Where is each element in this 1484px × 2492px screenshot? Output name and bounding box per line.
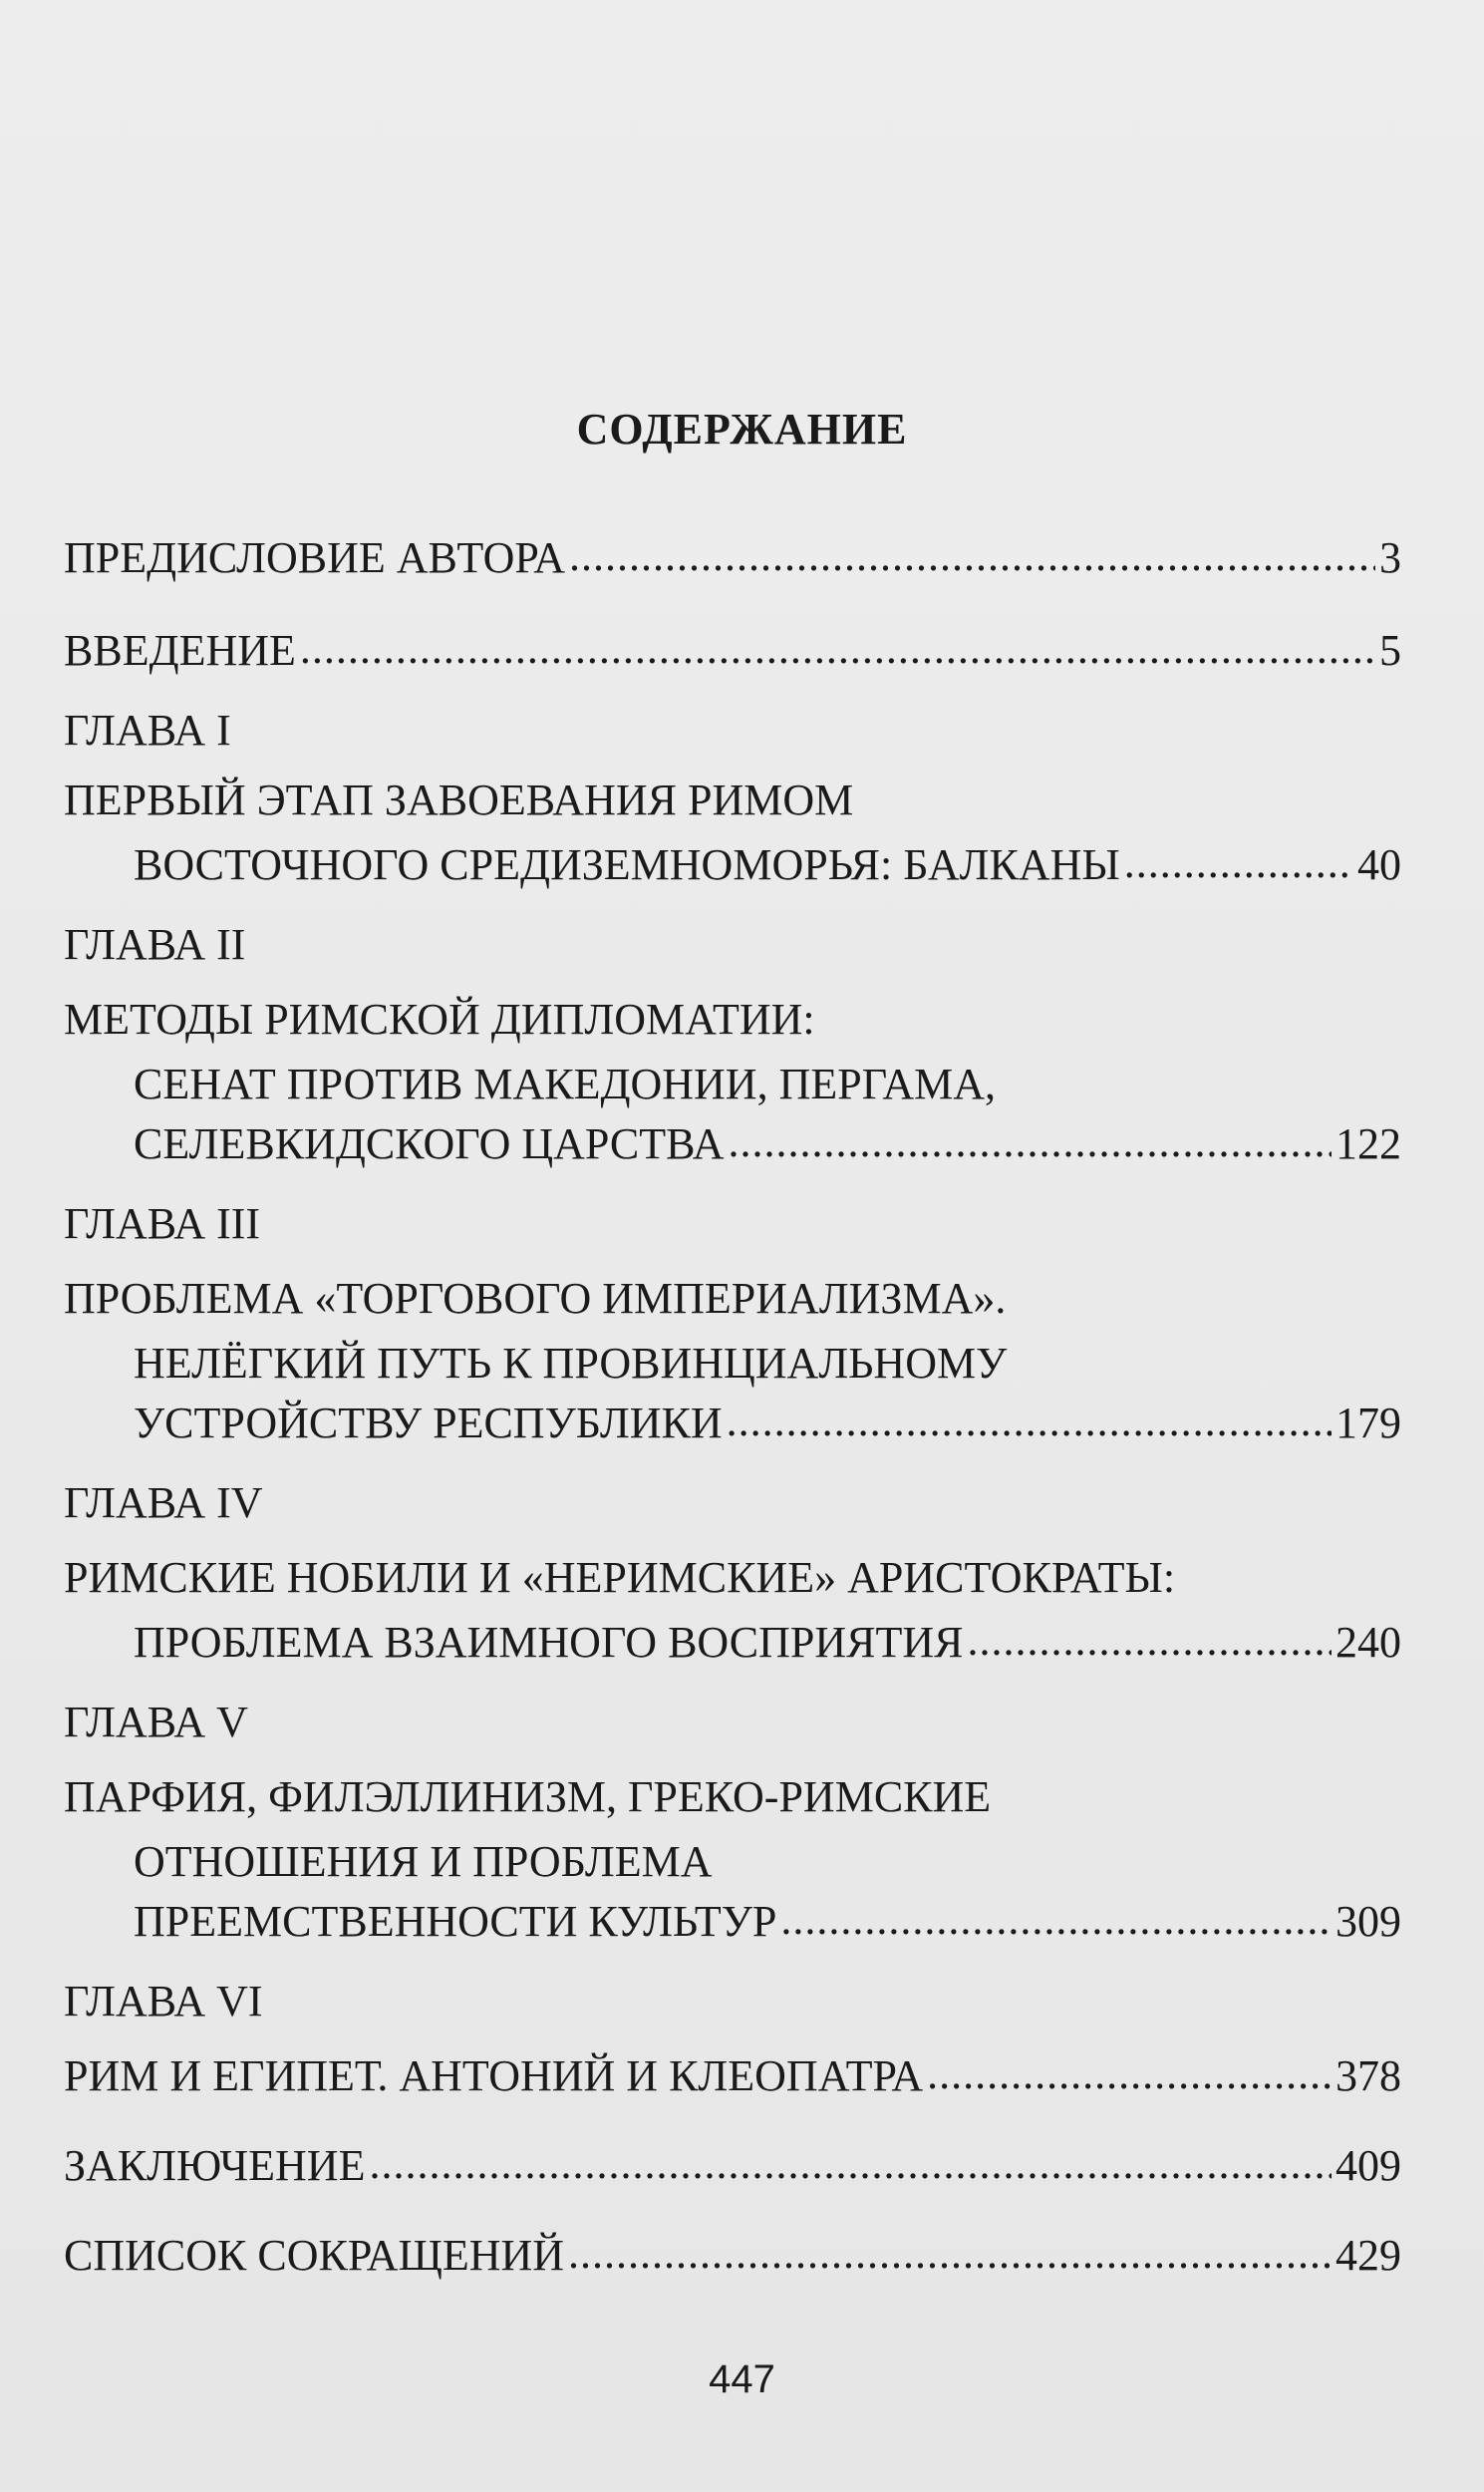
dot-leader <box>569 528 1375 584</box>
toc-entry-text: УСТРОЙСТВУ РЕСПУБЛИКИ <box>134 1399 723 1447</box>
toc-page-number: 5 <box>1379 626 1401 675</box>
toc-entry-text: СЕНАТ ПРОТИВ МАКЕДОНИИ, ПЕРГАМА, <box>134 1060 997 1108</box>
dot-leader <box>568 2226 1332 2282</box>
toc-entry <box>64 1894 1401 1950</box>
toc-entry-text: СЕЛЕВКИДСКОГО ЦАРСТВА <box>134 1119 725 1168</box>
toc-entry-text: ВОСТОЧНОГО СРЕДИЗЕМНОМОРЬЯ: БАЛКАНЫ <box>134 840 1120 889</box>
toc-entry <box>64 1116 1401 1172</box>
dot-leader <box>727 1394 1332 1449</box>
toc-entry-text: ПРЕДИСЛОВИЕ АВТОРА <box>64 533 566 582</box>
toc-chapter-heading <box>64 1695 1401 1750</box>
toc-chapter-heading <box>64 917 1401 973</box>
toc-page-number: 179 <box>1336 1399 1401 1447</box>
toc-entry-text: ГЛАВА I <box>64 706 231 755</box>
toc-entry-text: ГЛАВА II <box>64 920 246 969</box>
toc-entry <box>64 2138 1401 2194</box>
toc-chapter-heading <box>64 1196 1401 1252</box>
toc-entry-text: ПРОБЛЕМА «ТОРГОВОГО ИМПЕРИАЛИЗМА». <box>64 1274 1007 1323</box>
toc-page-number: 309 <box>1336 1897 1401 1946</box>
dot-leader <box>967 1613 1332 1669</box>
toc-chapter-heading <box>64 703 1401 759</box>
dot-leader <box>300 621 1375 677</box>
toc-page-number: 40 <box>1357 840 1401 889</box>
toc-entry <box>64 1336 1401 1392</box>
toc-page-number: 429 <box>1336 2231 1401 2280</box>
toc-entry-text: ПРЕЕМСТВЕННОСТИ КУЛЬТУР <box>134 1897 777 1946</box>
toc-entry <box>64 1057 1401 1112</box>
toc-entry <box>64 1396 1401 1451</box>
toc-page-number: 3 <box>1379 533 1401 582</box>
toc-entry-text: НЕЛЁГКИЙ ПУТЬ К ПРОВИНЦИАЛЬНОМУ <box>134 1339 1008 1388</box>
toc-entry <box>64 2048 1401 2104</box>
toc-entry <box>64 1834 1401 1890</box>
page-title: СОДЕРЖАНИЕ <box>576 405 908 454</box>
toc-entry-text: ПАРФИЯ, ФИЛЭЛЛИНИЗМ, ГРЕКО-РИМСКИЕ <box>64 1772 992 1821</box>
toc-chapter-heading <box>64 1974 1401 2029</box>
toc-chapter-heading <box>64 1475 1401 1531</box>
toc-entry <box>64 773 1401 828</box>
toc-page-number: 378 <box>1336 2051 1401 2100</box>
dot-leader <box>369 2136 1332 2192</box>
toc-page-number: 122 <box>1336 1119 1401 1168</box>
toc-entry <box>64 1271 1401 1327</box>
toc-entry <box>64 1615 1401 1671</box>
toc-entry-text: РИМСКИЕ НОБИЛИ И «НЕРИМСКИЕ» АРИСТОКРАТЫ: <box>64 1553 1176 1602</box>
toc-entry-text: ГЛАВА III <box>64 1199 261 1248</box>
toc-page-number: 409 <box>1336 2141 1401 2190</box>
dot-leader <box>780 1892 1332 1948</box>
toc-entry-text: МЕТОДЫ РИМСКОЙ ДИПЛОМАТИИ: <box>64 995 815 1044</box>
toc-entry <box>64 1769 1401 1825</box>
toc-entry <box>64 623 1401 679</box>
dot-leader <box>1124 835 1353 891</box>
dot-leader <box>728 1114 1332 1170</box>
toc-entry-text: ЗАКЛЮЧЕНИЕ <box>64 2141 366 2190</box>
toc-entry-text: ПРОБЛЕМА ВЗАИМНОГО ВОСПРИЯТИЯ <box>134 1618 964 1667</box>
toc-entry-text: ВВЕДЕНИЕ <box>64 626 296 675</box>
page-folio-number: 447 <box>709 2357 775 2401</box>
toc-page-number: 240 <box>1336 1618 1401 1667</box>
toc-entry-text: СПИСОК СОКРАЩЕНИЙ <box>64 2231 565 2280</box>
toc-entry <box>64 2228 1401 2284</box>
toc-entry-text: ГЛАВА VI <box>64 1977 263 2025</box>
toc-entry-text: ПЕРВЫЙ ЭТАП ЗАВОЕВАНИЯ РИМОМ <box>64 776 854 824</box>
toc-entry-text: РИМ И ЕГИПЕТ. АНТОНИЙ И КЛЕОПАТРА <box>64 2051 924 2100</box>
dot-leader <box>927 2046 1332 2102</box>
toc-entry-text: ОТНОШЕНИЯ И ПРОБЛЕМА <box>134 1837 713 1886</box>
toc-entry-text: ГЛАВА IV <box>64 1478 263 1527</box>
toc-entry <box>64 992 1401 1048</box>
toc-entry <box>64 1550 1401 1606</box>
toc-entry <box>64 530 1401 586</box>
toc-entry-text: ГЛАВА V <box>64 1698 248 1746</box>
toc-entry <box>64 837 1401 893</box>
